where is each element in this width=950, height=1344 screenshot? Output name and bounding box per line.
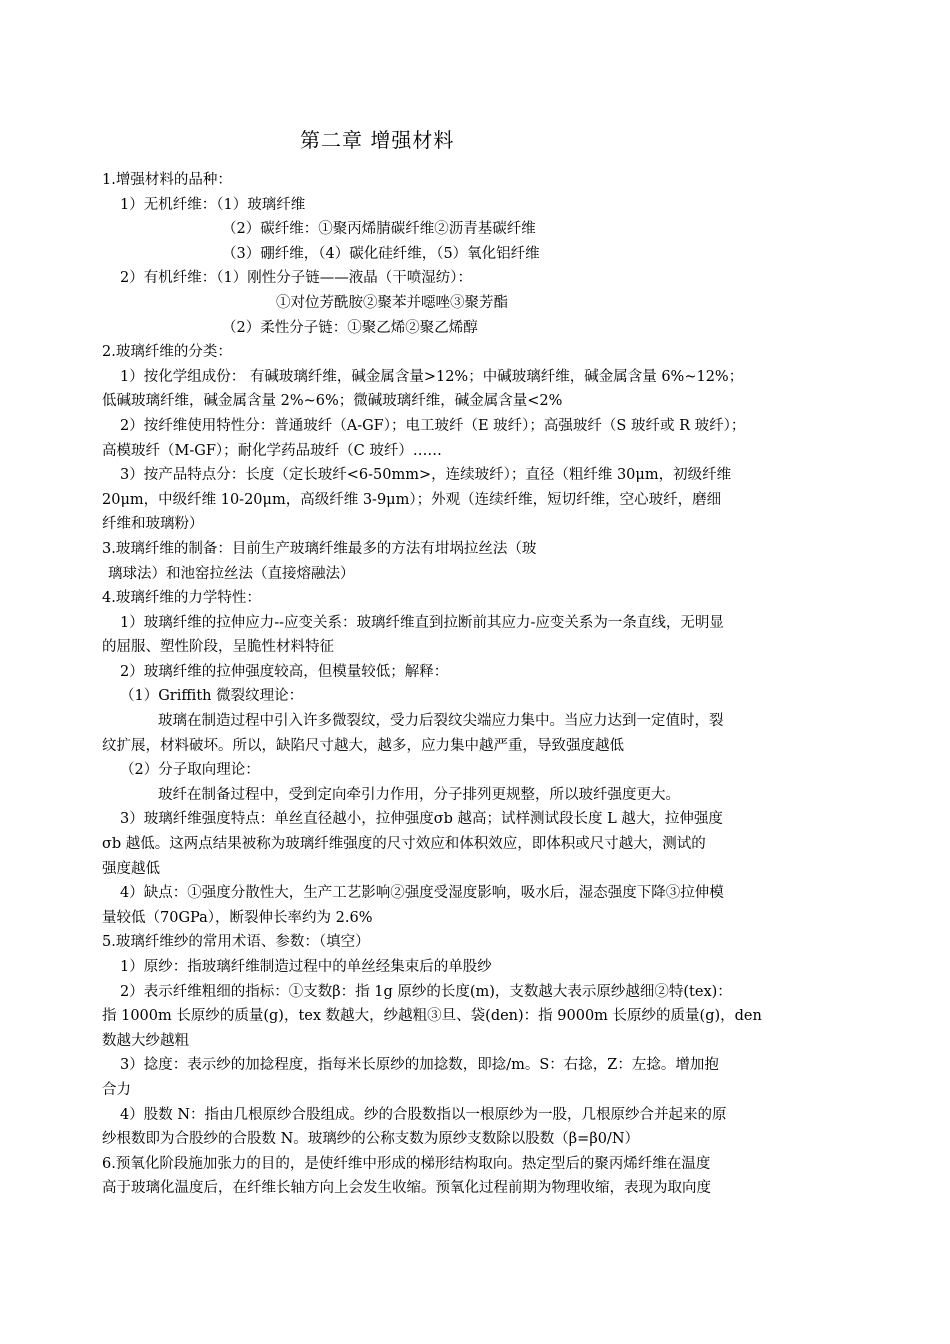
section-heading: 4.玻璃纤维的力学特性： xyxy=(102,590,261,607)
text-line: 2）表示纤维粗细的指标：①支数β：指 1g 原纱的长度(m)，支数越大表示原纱越细②特(tex)： xyxy=(120,983,732,1000)
text-line: 玻璃在制造过程中引入许多微裂纹，受力后裂纹尖端应力集中。当应力达到一定值时，裂 xyxy=(158,713,724,730)
text-line: 4）缺点：①强度分散性大，生产工艺影响②强度受湿度影响，吸水后，湿态强度下降③拉伸模 xyxy=(120,885,724,902)
text-line: 20μm，中级纤维 10-20μm，高级纤维 3-9μm）；外观（连续纤维，短切纤维，空心玻纤，磨细 xyxy=(102,491,722,508)
section-heading: 3.玻璃纤维的制备：目前生产玻璃纤维最多的方法有坩埚拉丝法（玻 xyxy=(102,540,537,557)
section-heading: 2.玻璃纤维的分类： xyxy=(102,344,232,361)
text-line: ①对位芳酰胺②聚苯并噁唑③聚芳酯 xyxy=(276,294,508,311)
text-line: 高模玻纤（M-GF）；耐化学药品玻纤（C 玻纤）…… xyxy=(102,442,442,459)
text-line: （1）Griffith 微裂纹理论： xyxy=(120,688,304,705)
text-line: σb 越低。这两点结果被称为玻璃纤维强度的尺寸效应和体积效应，即体积或尺寸越大，测试的 xyxy=(102,836,706,853)
text-line: 强度越低 xyxy=(102,860,160,877)
text-line: 数越大纱越粗 xyxy=(102,1032,189,1049)
text-line: 的屈服、塑性阶段，呈脆性材料特征 xyxy=(102,639,334,656)
text-line: 玻纤在制备过程中，受到定向牵引力作用，分子排列更规整，所以玻纤强度更大。 xyxy=(158,786,680,803)
text-line: 3）按产品特点分：长度（定长玻纤<6-50mm>，连续玻纤）；直径（粗纤维 30μm，初级纤维 xyxy=(120,467,732,484)
text-line: 1）按化学组成份： 有碱玻璃纤维，碱金属含量>12%；中碱玻璃纤维，碱金属含量 6%~12%； xyxy=(120,368,744,385)
text-line: 指 1000m 长原纱的质量(g)，tex 数越大，纱越粗③旦、袋(den)：指 9000m 长原纱的质量(g)，den xyxy=(102,1008,762,1025)
document-body xyxy=(102,168,808,1201)
text-line: 1）玻璃纤维的拉伸应力--应变关系：玻璃纤维直到拉断前其应力-应变关系为一条直线，无明显 xyxy=(120,614,724,631)
text-line: 2）玻璃纤维的拉伸强度较高，但模量较低；解释： xyxy=(120,663,449,680)
text-line: 量较低（70GPa），断裂伸长率约为 2.6% xyxy=(102,909,373,926)
chapter-title: 第二章 增强材料 xyxy=(300,128,455,152)
text-line: 合力 xyxy=(102,1081,131,1098)
section-heading: 5.玻璃纤维纱的常用术语、参数：（填空） xyxy=(102,934,370,951)
text-line: 4）股数 N：指由几根原纱合股组成。纱的合股数指以一根原纱为一股，几根原纱合并起来的原 xyxy=(120,1106,727,1123)
text-line: 3）捻度：表示纱的加捻程度，指每米长原纱的加捻数，即捻/m。S：右捻，Z：左捻。增加抱 xyxy=(120,1057,719,1074)
text-line: 1）原纱：指玻璃纤维制造过程中的单丝经集束后的单股纱 xyxy=(120,959,492,975)
text-line: 低碱玻璃纤维，碱金属含量 2%~6%；微碱玻璃纤维，碱金属含量<2% xyxy=(102,393,563,410)
text-line: 2）有机纤维：（1）刚性分子链——液晶（干喷湿纺）： xyxy=(120,270,472,287)
text-line: 纤维和玻璃粉） xyxy=(102,516,204,533)
text-line: 纱根数即为合股纱的合股数 N。玻璃纱的公称支数为原纱支数除以股数（β=β0/N） xyxy=(102,1131,640,1148)
text-line: 高于玻璃化温度后，在纤维长轴方向上会发生收缩。预氧化过程前期为物理收缩，表现为取向度 xyxy=(102,1180,711,1197)
text-line: 2）按纤维使用特性分：普通玻纤（A-GF）；电工玻纤（E 玻纤）；高强玻纤（S 玻纤或 R 玻纤）； xyxy=(120,417,746,434)
text-line: （3）硼纤维，（4）碳化硅纤维，（5）氧化铝纤维 xyxy=(222,245,540,262)
section-heading: 6.预氧化阶段施加张力的目的，是使纤维中形成的梯形结构取向。热定型后的聚丙烯纤维在温度 xyxy=(102,1155,711,1172)
text-line: （2）分子取向理论： xyxy=(120,762,260,779)
text-line: 3）玻璃纤维强度特点：单丝直径越小，拉伸强度σb 越高；试样测试段长度 L 越大，拉伸强度 xyxy=(120,811,723,828)
text-line: 纹扩展，材料破坏。所以，缺陷尺寸越大，越多，应力集中越严重，导致强度越低 xyxy=(102,737,624,754)
text-line: 璃球法）和池窑拉丝法（直接熔融法） xyxy=(108,565,355,582)
text-line: （2）柔性分子链：①聚乙烯②聚乙烯醇 xyxy=(222,319,478,336)
text-line: （2）碳纤维：①聚丙烯腈碳纤维②沥青基碳纤维 xyxy=(222,221,536,238)
section-heading: 1.增强材料的品种： xyxy=(102,172,232,188)
text-line: 1）无机纤维：（1）玻璃纤维 xyxy=(120,196,306,213)
